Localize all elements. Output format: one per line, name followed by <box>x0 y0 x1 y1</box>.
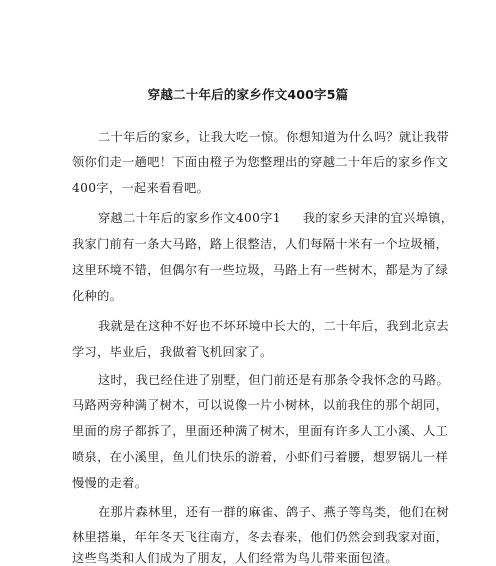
paragraph-5-line-2: 林里搭巢，年年冬天飞往南方，冬去春来，他们仍然会到我家对面， <box>72 530 449 544</box>
section-heading: 穿越二十年后的家乡作文400字1 <box>98 211 281 225</box>
paragraph-2-line-3: 这里环境不错，但偶尔有一些垃圾，马路上有一些树木，都是为了绿 <box>72 263 449 277</box>
paragraph-2-line-1 <box>98 210 453 226</box>
paragraph-1-line-1: 二十年后的家乡，让我大吃一惊。你想知道为什么吗？就让我带 <box>98 130 450 144</box>
paragraph-5-line-3: 这些鸟类和人们成为了朋友，人们经常为鸟儿带来面包渣。 <box>72 551 398 565</box>
paragraph-4-line-3: 里面的房子都拆了，里面还种满了树木，里面有许多人工小溪、人工 <box>72 424 449 438</box>
paragraph-5-line-1: 在那片森林里，还有一群的麻雀、鸽子、燕子等鸟类，他们在树 <box>98 505 450 519</box>
paragraph-2-line-2: 我家门前有一条大马路，路上很整洁，人们每隔十米有一个垃圾桶， <box>72 237 449 251</box>
paragraph-2-line-4: 化种的。 <box>72 289 123 303</box>
paragraph-4-line-1: 这时，我已经住进了别墅，但门前还是有那条令我怀念的马路。 <box>98 373 450 387</box>
paragraph-1-line-2: 领你们走一趟吧！下面由橙子为您整理出的穿越二十年后的家乡作文 <box>72 155 449 169</box>
paragraph-2-line-1-continuation: 我的家乡天津的宜兴埠镇， <box>302 211 454 225</box>
paragraph-3-line-2: 学习，毕业后，我做着飞机回家了。 <box>72 345 273 359</box>
paragraph-3-line-1: 我就是在这种不好也不坏环境中长大的，二十年后，我到北京去 <box>98 319 450 333</box>
paragraph-4-line-5: 慢慢的走着。 <box>72 476 148 490</box>
paragraph-4-line-2: 马路两旁种满了树木，可以说像一片小树林，以前我住的那个胡同， <box>72 398 449 412</box>
document-title: 穿越二十年后的家乡作文400字5篇 <box>147 87 349 102</box>
paragraph-1-line-3: 400字，一起来看看吧。 <box>72 181 210 195</box>
paragraph-4-line-4: 喷泉，在小溪里，鱼儿们快乐的游着，小虾们弓着腰，想罗锅儿一样 <box>72 450 449 464</box>
